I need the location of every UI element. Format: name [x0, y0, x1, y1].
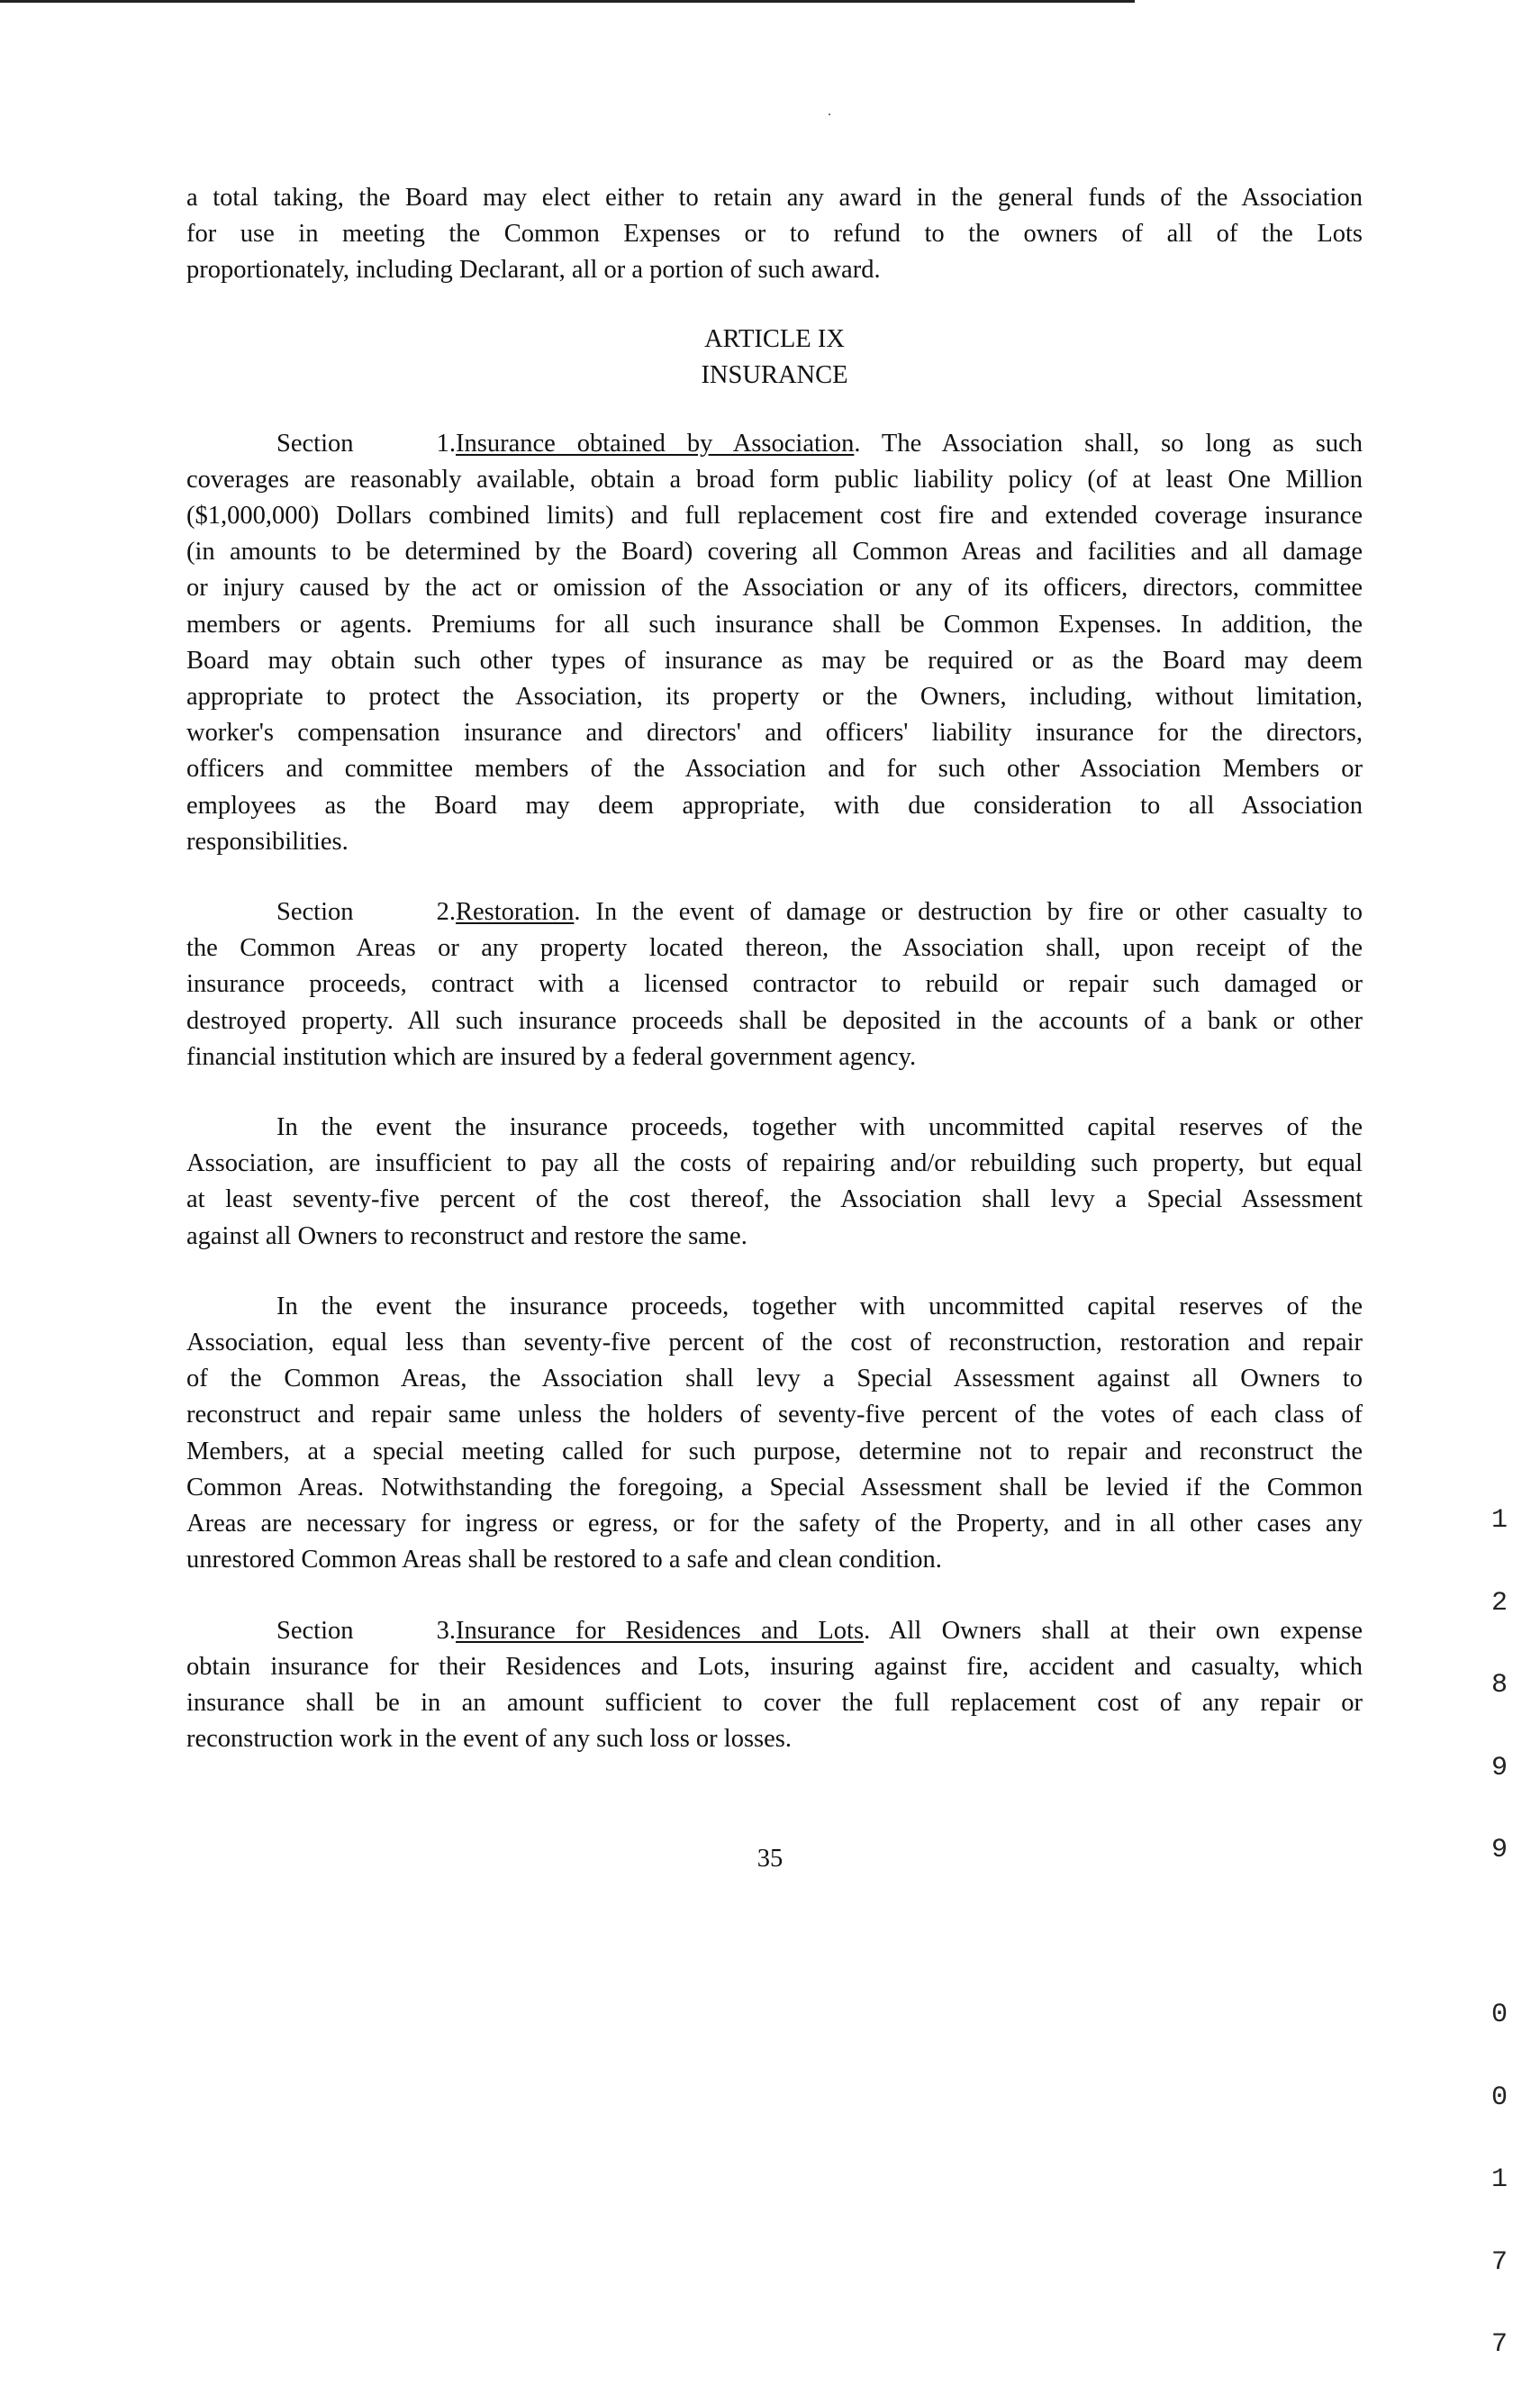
scan-border-line — [0, 0, 1135, 3]
stamp-char: 8 — [1490, 1670, 1508, 1701]
stamp-char: 7 — [1490, 2246, 1508, 2278]
paragraph-line: Members, at a special meeting called for such purpose, determine not to repair and reconstruct the — [186, 1437, 1363, 1465]
stamp-char: 2 — [1490, 1587, 1508, 1619]
paragraph-line: unrestored Common Areas shall be restored to a safe and clean condition. — [186, 1546, 942, 1574]
section-3-paragraph — [186, 1613, 1363, 1758]
section-1-line: worker's compensation insurance and directors' and officers' liability insurance for the directors, — [186, 719, 1363, 748]
intro-line: for use in meeting the Common Expenses or to refund to the owners of all of the Lots — [186, 220, 1363, 249]
section-1-heading: Insurance obtained by Association — [456, 429, 855, 458]
intro-paragraph — [186, 180, 1363, 289]
paragraph-line: Areas are necessary for ingress or egress, or for the safety of the Property, and in all other cases any — [186, 1510, 1363, 1538]
page-number: 35 — [756, 1845, 784, 1873]
paragraph-line-text: In the event the insurance proceeds, together with uncommitted capital reserves of the — [276, 1113, 1363, 1142]
stamp-char: 9 — [1490, 1752, 1508, 1783]
stamp-char: 1 — [1490, 2164, 1508, 2195]
paragraph-line: at least seventy-five percent of the cost thereof, the Association shall levy a Special Assessment — [186, 1185, 1363, 1214]
section-1-line: responsibilities. — [186, 827, 349, 856]
intro-line: proportionately, including Declarant, all or a portion of such award. — [186, 256, 881, 285]
paragraph-line: reconstruct and repair same unless the holders of seventy-five percent of the votes of each class of — [186, 1401, 1363, 1429]
section-1-first-line — [186, 426, 1363, 462]
section-2-heading: Restoration — [456, 898, 575, 927]
stamp-char: 0 — [1490, 2082, 1508, 2113]
section-1-line: ($1,000,000) Dollars combined limits) and full replacement cost fire and extended coverage insurance — [186, 502, 1363, 531]
section-1-line: members or agents. Premiums for all such insurance shall be Common Expenses. In addition, the — [186, 610, 1363, 639]
section-3-heading: Insurance for Residences and Lots — [456, 1616, 865, 1645]
section-1-line: appropriate to protect the Association, its property or the Owners, including, without limitation, — [186, 683, 1363, 712]
paragraph-line: of the Common Areas, the Association shall levy a Special Assessment against all Owners to — [186, 1365, 1363, 1393]
paragraph-line: Association, equal less than seventy-five percent of the cost of reconstruction, restoration and repair — [186, 1329, 1363, 1357]
stamp-char: 7 — [1490, 2329, 1508, 2360]
section-3-first-line — [186, 1613, 1363, 1649]
scan-speck — [829, 113, 830, 115]
section-3-label: Section 3. — [276, 1616, 456, 1645]
paragraph-line-text: In the event the insurance proceeds, together with uncommitted capital reserves of the — [276, 1292, 1363, 1320]
section-2-line: the Common Areas or any property located thereon, the Association shall, upon receipt of the — [186, 934, 1363, 963]
paragraph-line: Common Areas. Notwithstanding the foregoing, a Special Assessment shall be levied if the Common — [186, 1473, 1363, 1501]
section-2-paragraph — [186, 894, 1363, 1075]
section-1-line: Board may obtain such other types of insurance as may be required or as the Board may deem — [186, 646, 1363, 675]
stamp-char — [1486, 1919, 1513, 1947]
insufficient-proceeds-paragraph — [186, 1110, 1363, 1255]
section-3-line: insurance shall be in an amount sufficient to cover the full replacement cost of any repair or — [186, 1688, 1363, 1717]
section-2-line: financial institution which are insured by a federal government agency. — [186, 1042, 917, 1071]
section-1-line: (in amounts to be determined by the Board) covering all Common Areas and facilities and all damage — [186, 538, 1363, 567]
paragraph-line — [186, 1289, 1363, 1325]
section-1-label: Section 1. — [276, 429, 456, 458]
section-2-label: Section 2. — [276, 898, 456, 927]
section-3-first-line-text: . All Owners shall at their own expense — [864, 1616, 1363, 1645]
paragraph-line: Association, are insufficient to pay all the costs of repairing and/or rebuilding such property, but equal — [186, 1149, 1363, 1178]
intro-line: a total taking, the Board may elect either to retain any award in the general funds of the Association — [186, 184, 1363, 212]
section-1-line: coverages are reasonably available, obtain a broad form public liability policy (of at least One Million — [186, 465, 1363, 494]
stamp-char: 0 — [1490, 2000, 1508, 2030]
section-2-first-line — [186, 894, 1363, 930]
section-1-line: or injury caused by the act or omission of the Association or any of its officers, directors, committee — [186, 574, 1363, 603]
section-3-line: reconstruction work in the event of any such loss or losses. — [186, 1725, 792, 1754]
section-1-paragraph — [186, 426, 1363, 860]
section-2-line: destroyed property. All such insurance proceeds shall be deposited in the accounts of a bank or other — [186, 1006, 1363, 1035]
article-title: INSURANCE — [701, 360, 848, 389]
section-2-first-line-text: . In the event of damage or destruction by fire or other casualty to — [574, 898, 1363, 927]
document-page — [186, 180, 1363, 1757]
section-1-line: employees as the Board may deem appropriate, with due consideration to all Association — [186, 791, 1363, 820]
article-number: ARTICLE IX — [704, 324, 845, 353]
section-1-line: officers and committee members of the Association and for such other Association Members or — [186, 755, 1363, 784]
section-1-first-line-text: . The Association shall, so long as such — [854, 429, 1363, 458]
section-2-line: insurance proceeds, contract with a licensed contractor to rebuild or repair such damaged or — [186, 970, 1363, 999]
less-than-seventy-five-paragraph — [186, 1289, 1363, 1579]
document-number-stamp — [1486, 1452, 1513, 2386]
section-3-line: obtain insurance for their Residences and Lots, insuring against fire, accident and casualty, which — [186, 1652, 1363, 1681]
paragraph-line: against all Owners to reconstruct and restore the same. — [186, 1221, 747, 1250]
paragraph-line — [186, 1110, 1363, 1146]
stamp-char: 9 — [1490, 1835, 1508, 1865]
stamp-char: 1 — [1490, 1505, 1508, 1536]
